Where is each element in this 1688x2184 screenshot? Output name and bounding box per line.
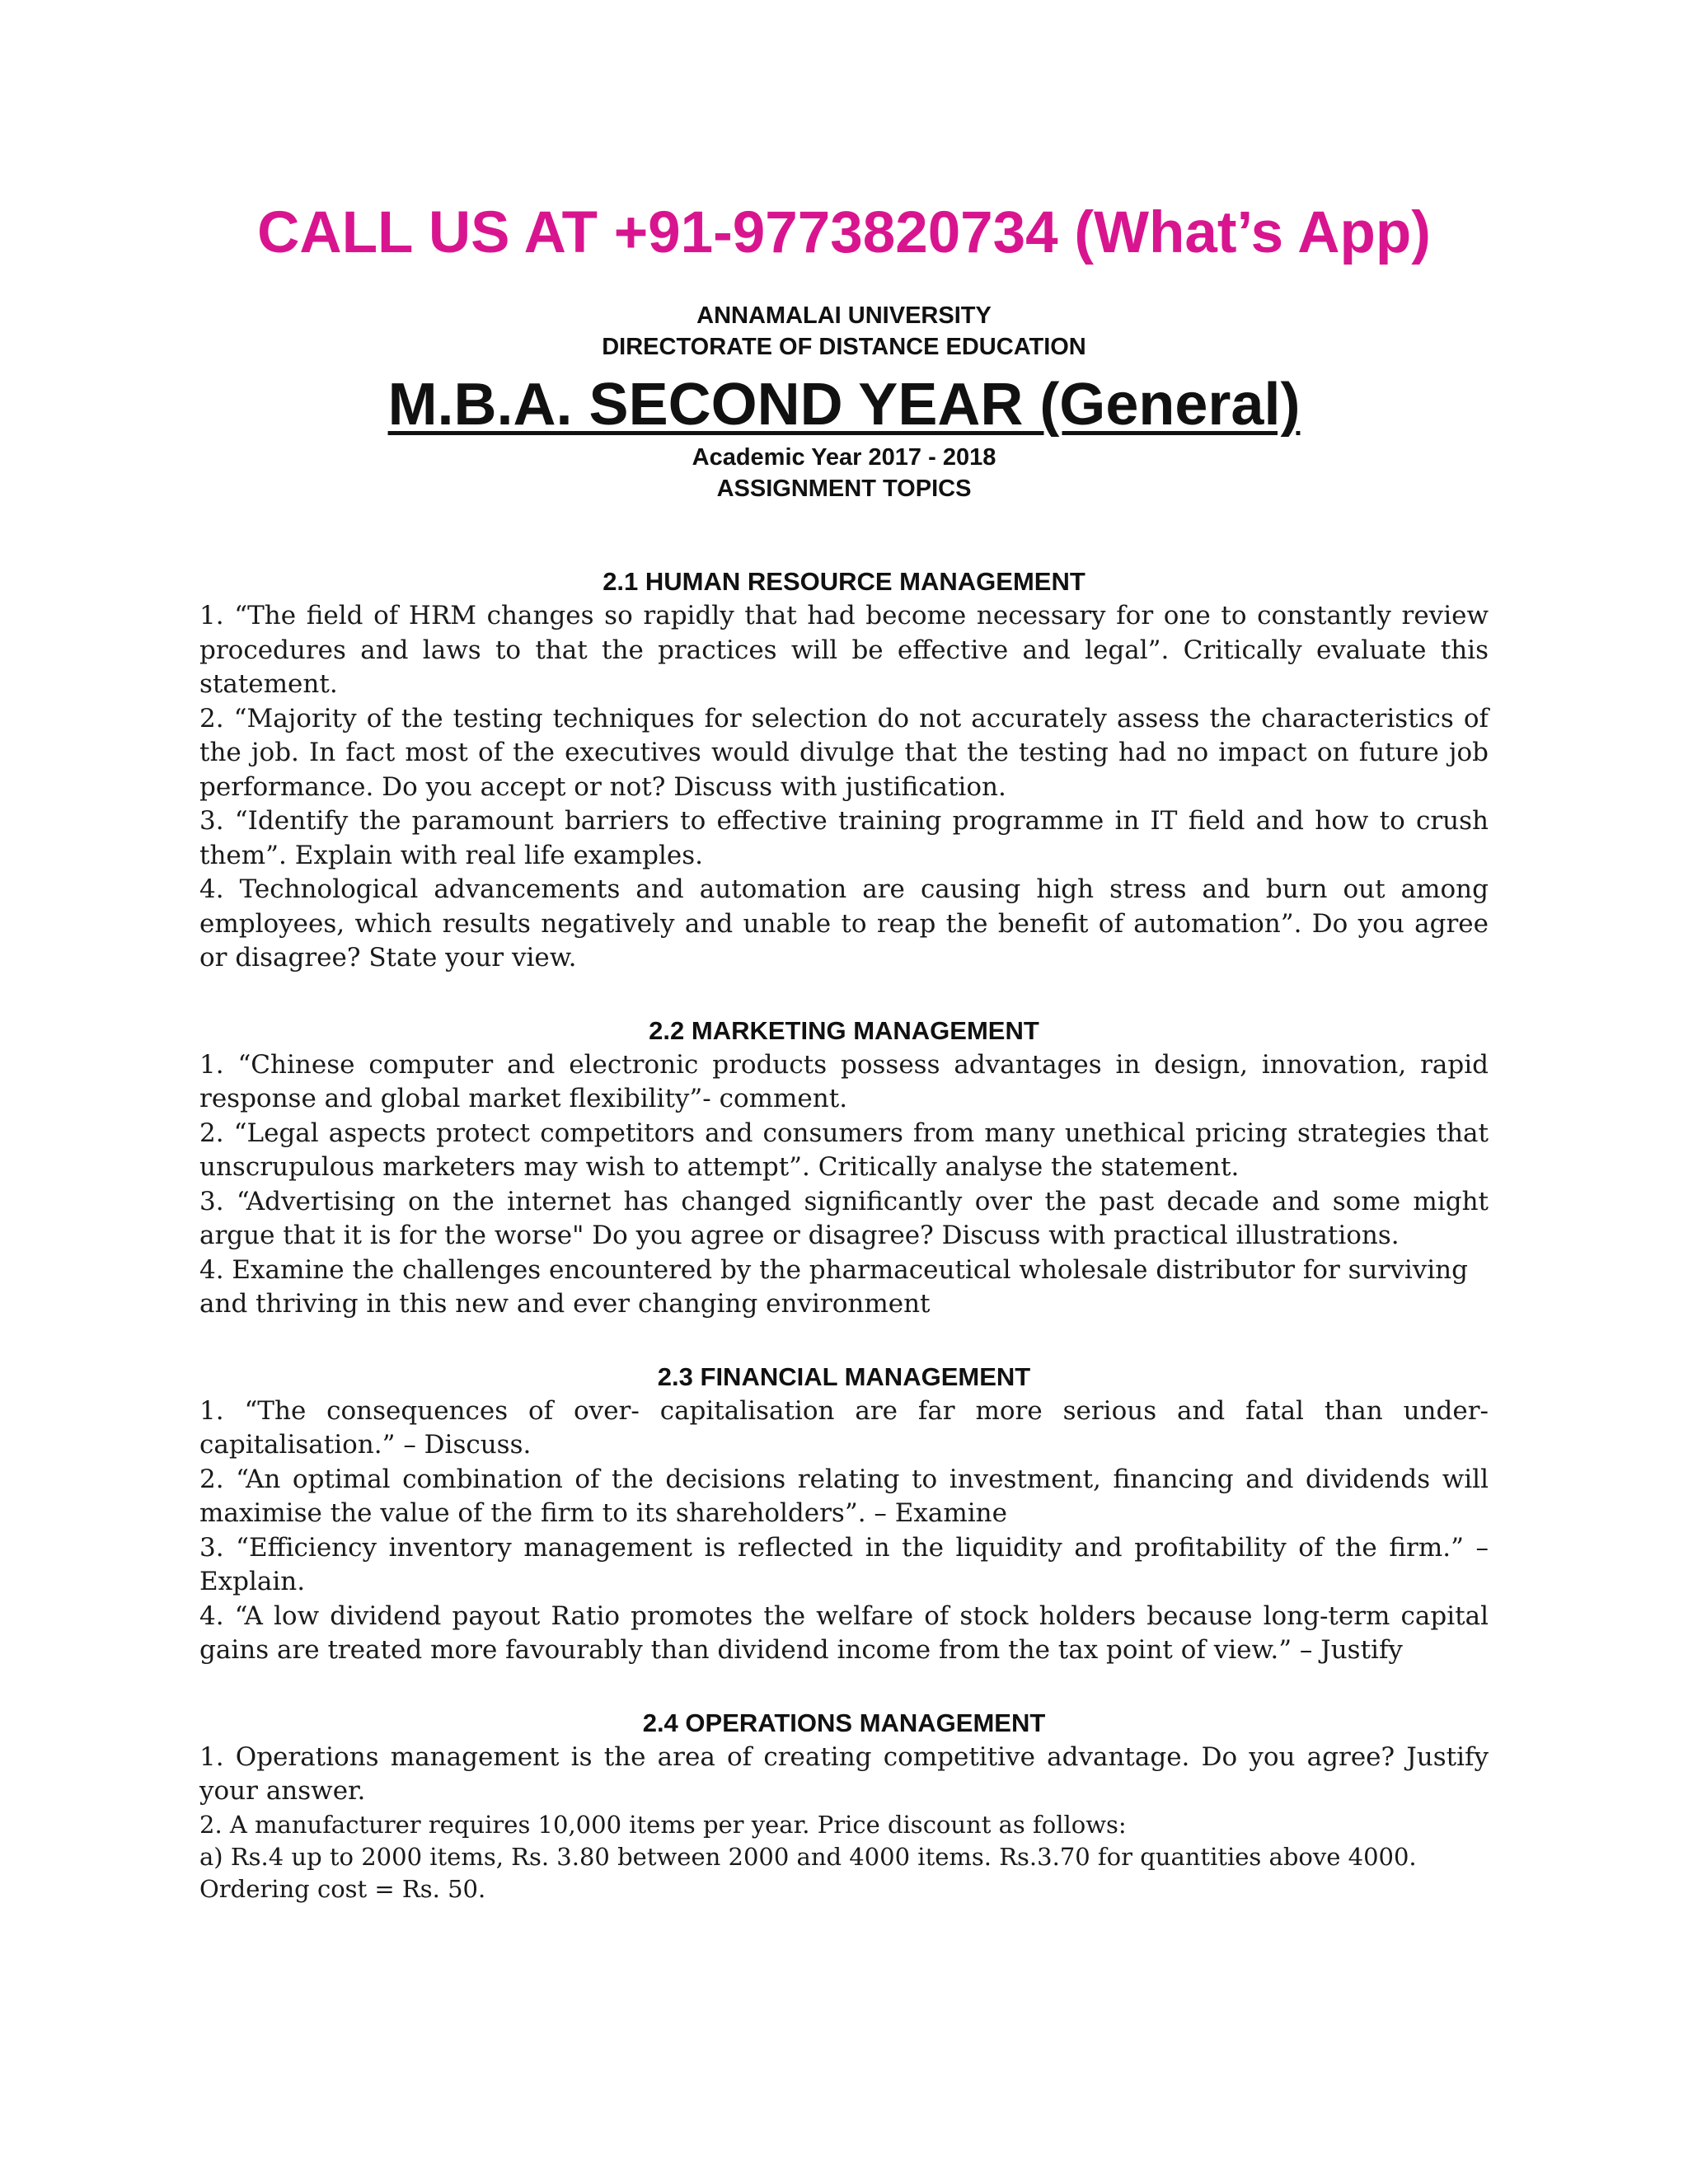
question-item: 4. Technological advancements and automation are causing high stress and burn out among employees, which results negatively and unable to reap the benefit of automation”. Do you agree or disagree? State your view. [199, 874, 1489, 972]
section-spacer [199, 976, 1489, 1014]
question-item: a) Rs.4 up to 2000 items, Rs. 3.80 between 2000 and 4000 items. Rs.3.70 for quantities above 4000. Ordering cost = Rs. 50. [199, 1842, 1417, 1903]
directorate-name: DIRECTORATE OF DISTANCE EDUCATION [602, 334, 1086, 360]
page-title [0, 368, 1688, 442]
section-spacer [199, 1322, 1489, 1360]
question-item: 2. “An optimal combination of the decisions relating to investment, financing and dividends will maximise the value of the firm to its shareholders”. – Examine [199, 1464, 1489, 1528]
page-title-text: M.B.A. SECOND YEAR (General) [387, 372, 1301, 438]
question-item: 1. Operations management is the area of creating competitive advantage. Do you agree? Justify your answer. [199, 1741, 1489, 1806]
section-marketing [199, 1014, 1489, 1322]
assignment-topics-heading: ASSIGNMENT TOPICS [716, 476, 972, 502]
question-item: 1. “Chinese computer and electronic products possess advantages in design, innovation, rapid response and global market flexibility”- comment. [199, 1049, 1489, 1113]
question-item: 3. “Efficiency inventory management is reflected in the liquidity and profitability of the firm.” – Explain. [199, 1532, 1489, 1596]
question-item: 3. “Advertising on the internet has changed significantly over the past decade and some might argue that it is for the worse" Do you agree or disagree? Discuss with practical illustrations. [199, 1186, 1489, 1250]
section-heading: 2.2 MARKETING MANAGEMENT [649, 1015, 1039, 1045]
section-heading: 2.1 HUMAN RESOURCE MANAGEMENT [603, 567, 1085, 596]
section-spacer [199, 1668, 1489, 1706]
question-item: 4. “A low dividend payout Ratio promotes the welfare of stock holders because long-term capital gains are treated more favourably than dividend income from the tax point of view.” – Justify [199, 1601, 1489, 1665]
section-financial [199, 1360, 1489, 1668]
call-us-banner: CALL US AT +91-9773820734 (What’s App) [257, 200, 1431, 265]
section-operations [199, 1706, 1489, 1905]
question-item: 2. “Legal aspects protect competitors and consumers from many unethical pricing strategies that unscrupulous marketers may wish to attempt”. Critically analyse the statement. [199, 1118, 1489, 1182]
question-item: 1. “The consequences of over- capitalisation are far more serious and fatal than under-capitalisation.” – Discuss. [199, 1395, 1489, 1460]
question-item: 2. “Majority of the testing techniques for selection do not accurately assess the characteristics of the job. In fact most of the executives would divulge that the testing had no impact on future job performance. Do you accept or not? Discuss with justification. [199, 703, 1489, 802]
question-item: 4. Examine the challenges encountered by the pharmaceutical wholesale distributor for surviving and thriving in this new and ever changing environment [199, 1254, 1468, 1319]
question-item: 1. “The field of HRM changes so rapidly that had become necessary for one to constantly review procedures and laws to that the practices will be effective and legal”. Critically evaluate this statement. [199, 601, 1489, 699]
section-heading: 2.4 OPERATIONS MANAGEMENT [642, 1708, 1046, 1737]
section-hrm [199, 565, 1489, 976]
section-heading: 2.3 FINANCIAL MANAGEMENT [657, 1361, 1031, 1391]
question-item: 3. “Identify the paramount barriers to effective training programme in IT field and how to crush them”. Explain with real life examples. [199, 806, 1489, 870]
university-name: ANNAMALAI UNIVERSITY [696, 302, 992, 329]
assignment-content [199, 565, 1489, 1905]
question-item: 2. A manufacturer requires 10,000 items per year. Price discount as follows: [199, 1810, 1127, 1839]
academic-year: Academic Year 2017 - 2018 [692, 444, 996, 471]
